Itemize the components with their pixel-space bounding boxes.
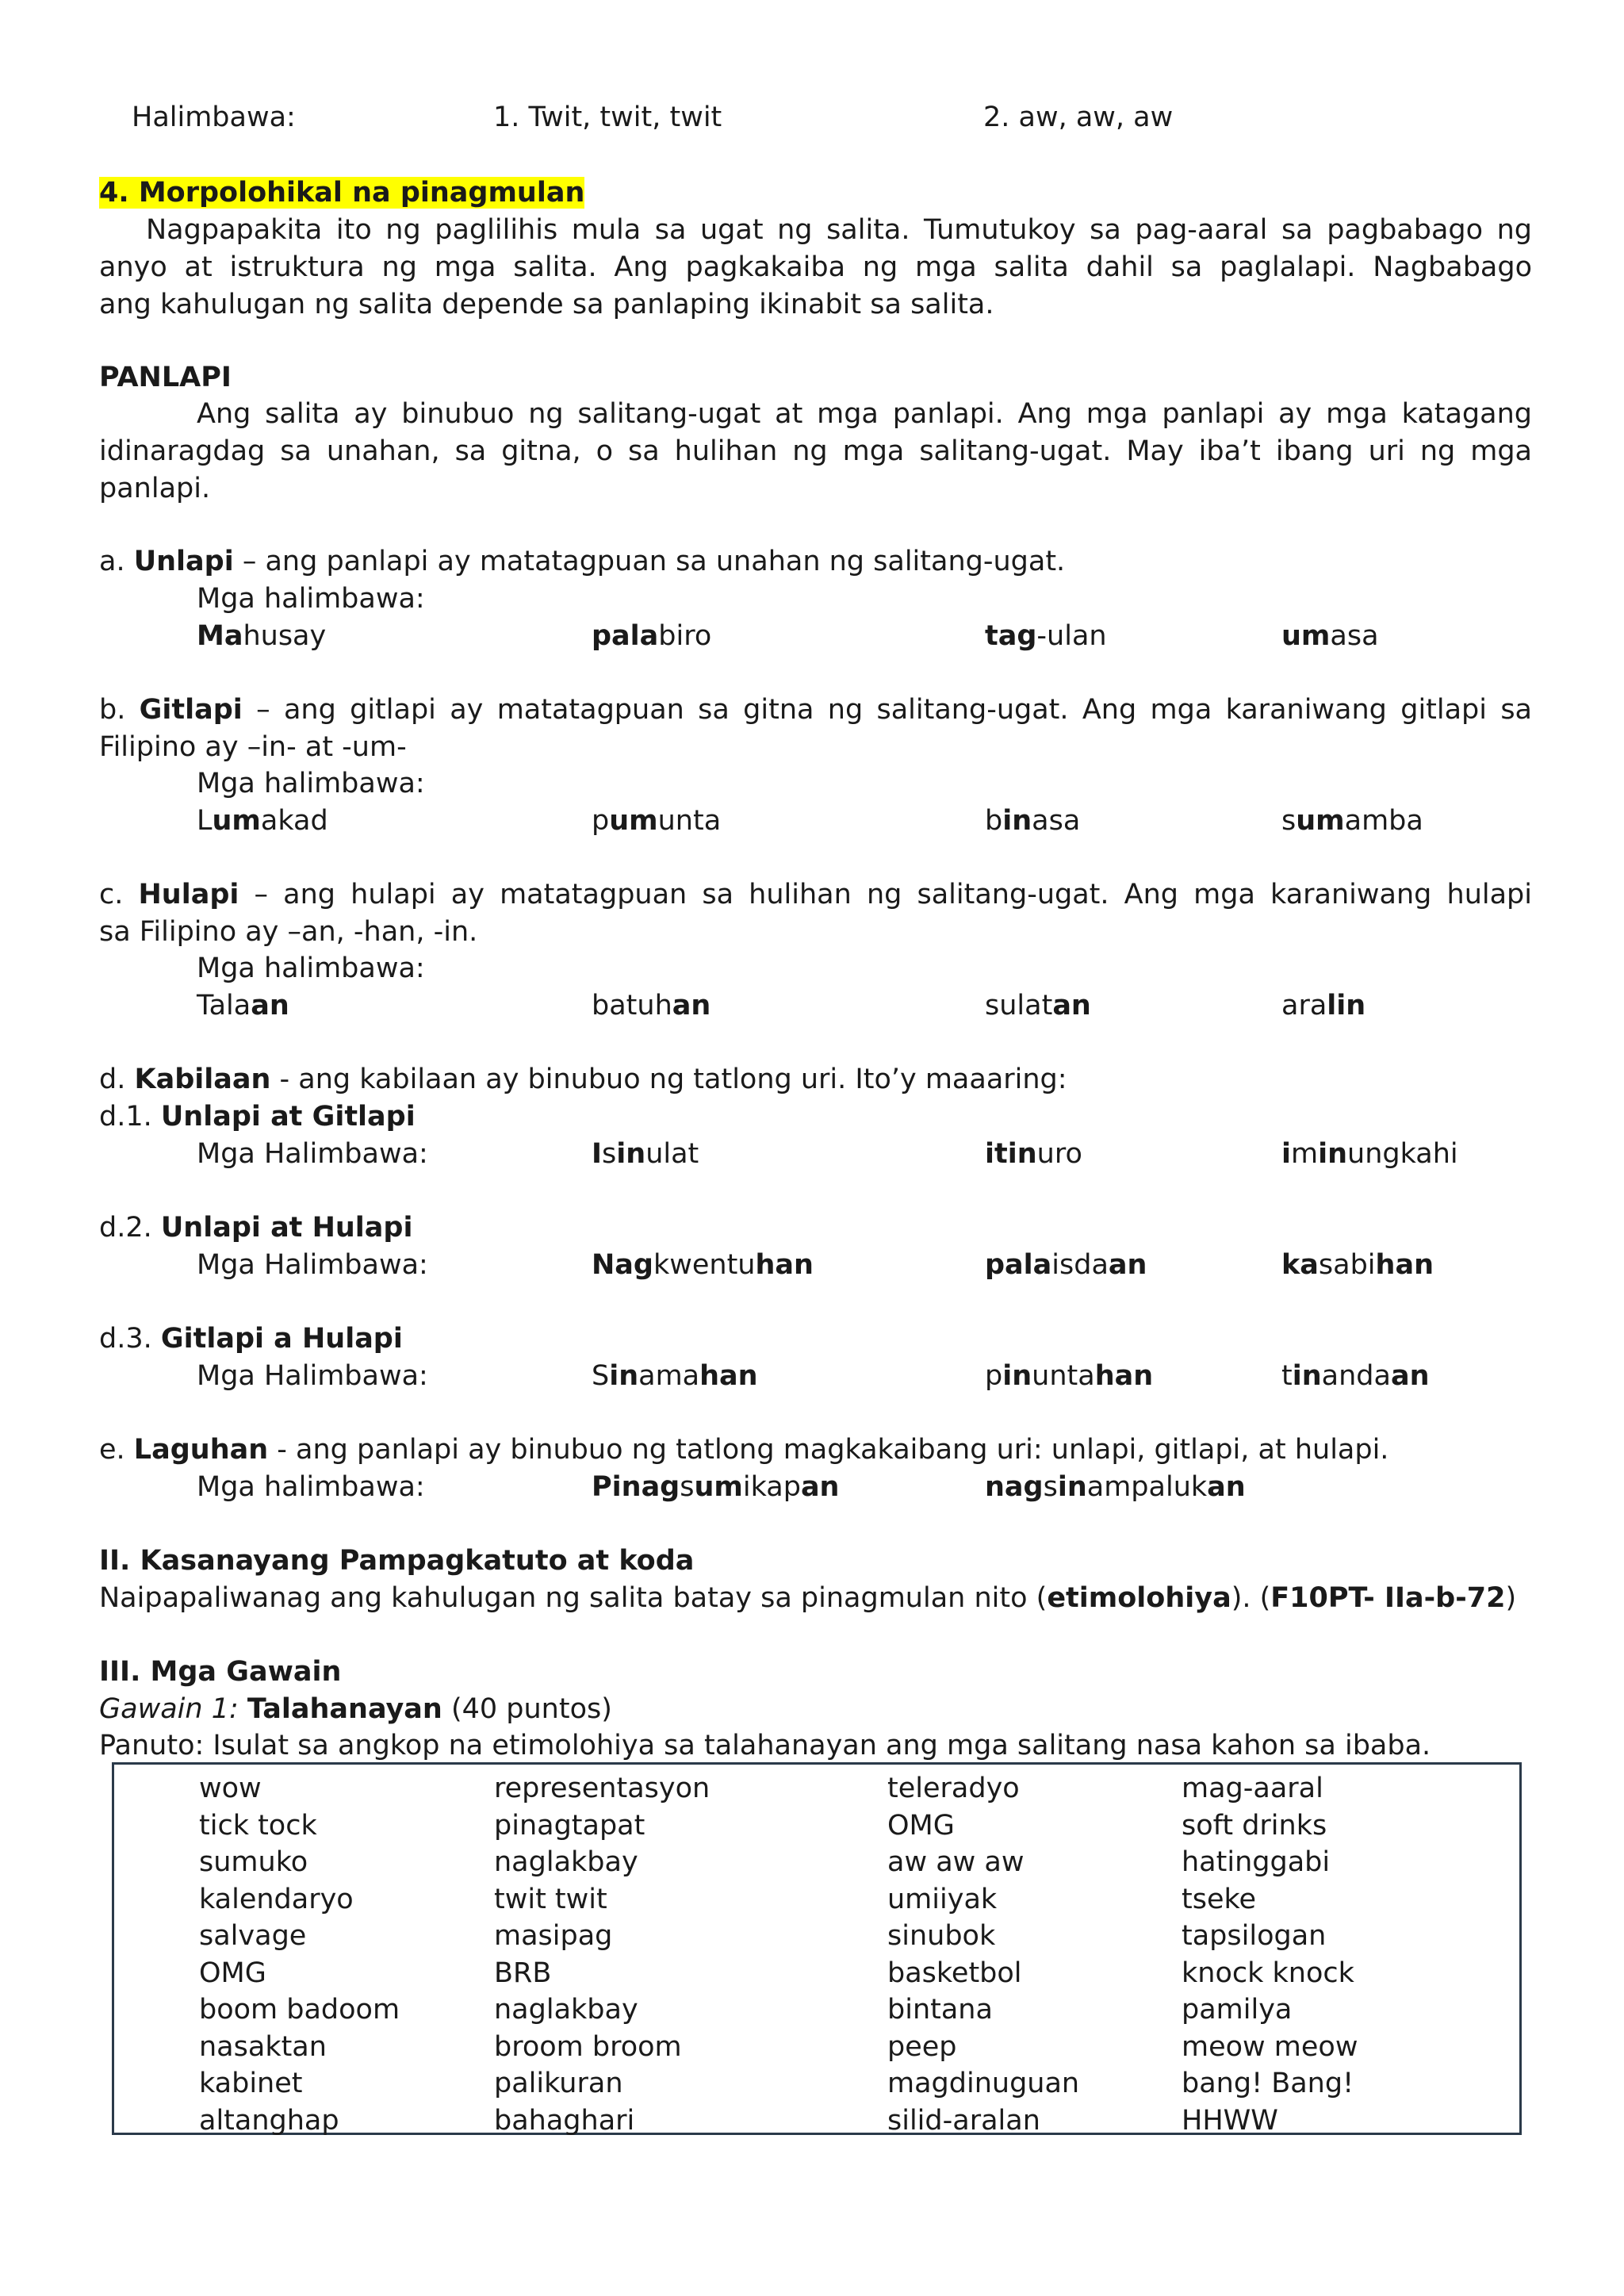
affix: Ma — [197, 620, 243, 652]
examples-label: Mga Halimbawa: — [197, 1138, 428, 1170]
word-box-item: tapsilogan — [1182, 1920, 1327, 1952]
word-box-item: boom badoom — [199, 1994, 400, 2026]
item-prefix: a. — [99, 546, 134, 577]
word-box-item: sumuko — [199, 1846, 308, 1878]
affix: um — [1281, 620, 1331, 652]
example-word: kasabihan — [1281, 1249, 1434, 1281]
word-box-item: sinubok — [887, 1920, 996, 1952]
example-word: Sinamahan — [592, 1360, 758, 1392]
word-box-item: naglakbay — [494, 1846, 638, 1878]
word-box-item: basketbol — [887, 1957, 1022, 1989]
word-box-item: masipag — [494, 1920, 613, 1952]
example-word: iminungkahi — [1281, 1138, 1458, 1170]
paragraph-line: Filipino ay –in- at -um- — [99, 731, 407, 763]
paragraph-line: panlapi. — [99, 473, 211, 504]
word-box-item: soft drinks — [1182, 1809, 1327, 1842]
word-box — [112, 1762, 1522, 2135]
term-description: – ang panlapi ay matatagpuan sa unahan ng salitang-ugat. — [233, 546, 1066, 577]
subsection-title: d.1. Unlapi at Gitlapi — [99, 1101, 416, 1133]
instructions: Panuto: Isulat sa angkop na etimolohiya sa talahanayan ang mga salitang nasa kahon sa ibaba. — [99, 1730, 1431, 1761]
example-word: aralin — [1281, 990, 1366, 1022]
example-word: Nagkwentuhan — [592, 1249, 814, 1281]
word-box-item: bahaghari — [494, 2104, 635, 2137]
examples-label: Mga Halimbawa: — [197, 1249, 428, 1281]
example-item: 2. aw, aw, aw — [983, 102, 1174, 133]
kabilaan-definition: d. Kabilaan - ang kabilaan ay binubuo ng tatlong uri. Ito’y maaaring: — [99, 1064, 1067, 1095]
paragraph-line: Nagpapakita ito ng paglilihis mula sa ugat ng salita. Tumutukoy sa pag-aaral sa pagbabago ng — [146, 214, 1532, 246]
term: Unlapi — [133, 546, 234, 577]
word-box-item: pamilya — [1182, 1994, 1293, 2026]
word-box-item: knock knock — [1182, 1957, 1354, 1989]
word-box-item: salvage — [199, 1920, 307, 1952]
section-heading: III. Mga Gawain — [99, 1656, 342, 1688]
paragraph-line: sa Filipino ay –an, -han, -in. — [99, 916, 478, 948]
examples-label: Mga Halimbawa: — [197, 1360, 428, 1392]
paragraph-line: anyo at istruktura ng mga salita. Ang pagkakaiba ng mga salita dahil sa paglalapi. Nagbabago — [99, 251, 1532, 283]
root: -ulan — [1036, 620, 1107, 652]
word-box-item: kalendaryo — [199, 1883, 354, 1915]
example-label: Halimbawa: — [132, 102, 296, 133]
item-prefix: c. — [99, 879, 139, 910]
word-box-item: hatinggabi — [1182, 1846, 1331, 1878]
gitlapi-definition — [99, 692, 1532, 728]
example-word — [985, 618, 1107, 654]
word-box-item: meow meow — [1182, 2030, 1358, 2063]
word-box-item: representasyon — [494, 1773, 710, 1804]
term-description: – ang gitlapi ay matatagpuan sa gitna ng salitang-ugat. Ang mga karaniwang gitlapi sa — [242, 694, 1533, 726]
word-box-item: teleradyo — [887, 1773, 1020, 1804]
examples-label: Mga halimbawa: — [197, 583, 425, 615]
example-word: palaisdaan — [985, 1249, 1147, 1281]
word-box-item: pinagtapat — [494, 1809, 645, 1842]
word-box-item: naglakbay — [494, 1994, 638, 2026]
word-box-item: altanghap — [199, 2104, 339, 2137]
affix: pala — [592, 620, 659, 652]
word-box-item: palikuran — [494, 2068, 623, 2099]
word-box-item: nasaktan — [199, 2030, 327, 2063]
example-word: itinuro — [985, 1138, 1082, 1170]
word-box-item: bintana — [887, 1994, 993, 2026]
section-heading — [99, 174, 584, 211]
root: husay — [243, 620, 327, 652]
subsection-title: d.2. Unlapi at Hulapi — [99, 1212, 413, 1244]
example-word: Talaan — [197, 990, 289, 1022]
section-heading — [99, 359, 232, 396]
example-word: tinandaan — [1281, 1360, 1430, 1392]
example-word: Isinulat — [592, 1138, 699, 1170]
term: Gitlapi — [139, 694, 243, 726]
example-word — [197, 618, 326, 654]
word-box-item: kabinet — [199, 2068, 303, 2099]
word-box-item: umiiyak — [887, 1883, 998, 1915]
term-description: – ang hulapi ay matatagpuan sa hulihan ng salitang-ugat. Ang mga karaniwang hulapi — [239, 879, 1532, 910]
term: Hulapi — [138, 879, 239, 910]
word-box-item: HHWW — [1182, 2104, 1278, 2137]
word-box-item: twit twit — [494, 1883, 607, 1915]
example-item: 1. Twit, twit, twit — [493, 102, 722, 133]
word-box-item: tseke — [1182, 1883, 1257, 1915]
paragraph-line: idinaragdag sa unahan, sa gitna, o sa hulihan ng mga salitang-ugat. May iba’t ibang uri ng mga — [99, 435, 1532, 467]
laguhan-definition: e. Laguhan - ang panlapi ay binubuo ng tatlong magkakaibang uri: unlapi, gitlapi, at hulapi. — [99, 1434, 1389, 1466]
word-box-item: aw aw aw — [887, 1846, 1025, 1878]
example-word: batuhan — [592, 990, 711, 1022]
example-word: nagsinampalukan — [985, 1471, 1246, 1503]
hulapi-definition — [99, 876, 1532, 913]
example-word: sulatan — [985, 990, 1091, 1022]
highlighted-heading: 4. Morpolohikal na pinagmulan — [99, 177, 585, 209]
affix: tag — [985, 620, 1037, 652]
examples-label: Mga halimbawa: — [197, 768, 425, 799]
example-word — [1281, 618, 1379, 654]
subsection-title: d.3. Gitlapi a Hulapi — [99, 1323, 403, 1355]
panlapi-heading: PANLAPI — [99, 362, 232, 393]
unlapi-definition — [99, 543, 1065, 580]
example-word: pinuntahan — [985, 1360, 1154, 1392]
word-box-item: wow — [199, 1773, 262, 1804]
word-box-item: peep — [887, 2030, 957, 2063]
paragraph-line: ang kahulugan ng salita depende sa panlaping ikinabit sa salita. — [99, 289, 994, 320]
word-box-item: broom broom — [494, 2030, 682, 2063]
root: asa — [1330, 620, 1379, 652]
word-box-item: tick tock — [199, 1809, 317, 1842]
example-word: Lumakad — [197, 805, 328, 837]
paragraph-line: Ang salita ay binubuo ng salitang-ugat at mga panlapi. Ang mga panlapi ay mga katagang — [197, 398, 1532, 430]
word-box-item: BRB — [494, 1957, 552, 1989]
word-box-item: OMG — [199, 1957, 266, 1989]
word-box-item: silid-aralan — [887, 2104, 1040, 2137]
word-box-item: magdinuguan — [887, 2068, 1080, 2099]
examples-label: Mga halimbawa: — [197, 1471, 425, 1503]
example-word — [592, 618, 711, 654]
section-heading: II. Kasanayang Pampagkatuto at koda — [99, 1545, 695, 1577]
examples-label: Mga halimbawa: — [197, 953, 425, 984]
word-box-item: mag-aaral — [1182, 1773, 1323, 1804]
word-box-item: bang! Bang! — [1182, 2068, 1354, 2099]
activity-title: Gawain 1: Talahanayan (40 puntos) — [99, 1693, 612, 1725]
word-box-item: OMG — [887, 1809, 955, 1842]
competency-line: Naipapaliwanag ang kahulugan ng salita batay sa pinagmulan nito (etimolohiya). (F10PT- IIa-b-72) — [99, 1582, 1517, 1614]
root: biro — [658, 620, 712, 652]
example-word: binasa — [985, 805, 1081, 837]
example-word: Pinagsumikapan — [592, 1471, 840, 1503]
example-word: sumamba — [1281, 805, 1423, 837]
example-word: pumunta — [592, 805, 722, 837]
item-prefix: b. — [99, 694, 140, 726]
